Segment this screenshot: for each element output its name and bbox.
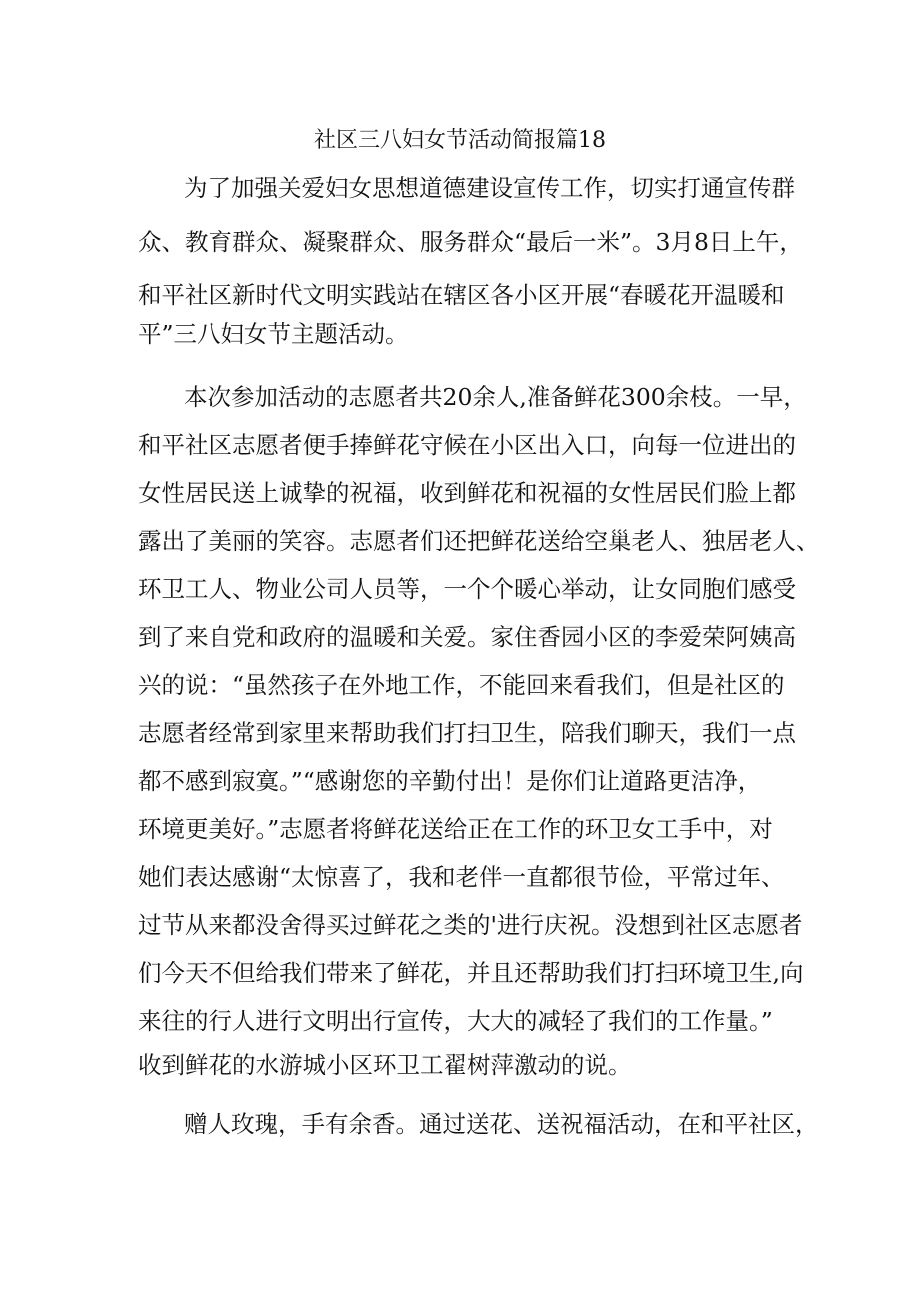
paragraph-line: 来往的行人进行文明出行宣传，大大的减轻了我们的工作量。” (138, 1007, 773, 1035)
paragraph-line: 和平社区志愿者便手捧鲜花守候在小区出入口，向每一位进出的 (138, 431, 796, 459)
paragraph-line: 们今天不但给我们带来了鲜花，并且还帮助我们打扫环境卫生,向 (138, 959, 804, 987)
paragraph-line: 到了来自党和政府的温暖和关爱。家住香园小区的李爱荣阿姨高 (138, 623, 796, 651)
paragraph-line: 收到鲜花的水游城小区环卫工翟树萍激动的说。 (138, 1051, 632, 1079)
paragraph-line: 她们表达感谢“太惊喜了，我和老伴一直都很节俭，平常过年、 (138, 863, 785, 891)
paragraph-line: 为了加强关爱妇女思想道德建设宣传工作，切实打通宣传群 (184, 174, 795, 202)
document-title: 社区三八妇女节活动简报篇18 (314, 128, 606, 153)
paragraph-line: 过节从来都没舍得买过鲜花之类的'进行庆祝。没想到社区志愿者 (138, 911, 803, 939)
paragraph-line: 本次参加活动的志愿者共20余人,准备鲜花300余枝。一早， (184, 383, 807, 411)
paragraph-line: 众、教育群众、凝聚群众、服务群众“最后一米”。3月8日上午， (138, 228, 803, 256)
paragraph-line: 平”三八妇女节主题活动。 (138, 320, 409, 348)
paragraph-line: 环卫工人、物业公司人员等，一个个暖心举动，让女同胞们感受 (138, 575, 796, 603)
paragraph-line: 兴的说：“虽然孩子在外地工作，不能回来看我们，但是社区的 (138, 671, 785, 699)
paragraph-line: 环境更美好。”志愿者将鲜花送给正在工作的环卫女工手中，对 (138, 815, 773, 843)
paragraph-line: 和平社区新时代文明实践站在辖区各小区开展“春暖花开温暖和 (138, 281, 785, 309)
paragraph-line: 女性居民送上诚挚的祝福，收到鲜花和祝福的女性居民们脸上都 (138, 479, 796, 507)
paragraph-line: 露出了美丽的笑容。志愿者们还把鲜花送给空巢老人、独居老人、 (138, 527, 820, 555)
paragraph-line: 志愿者经常到家里来帮助我们打扫卫生，陪我们聊天，我们一点 (138, 719, 796, 747)
paragraph-line: 赠人玫瑰，手有余香。通过送花、送祝福活动，在和平社区， (184, 1110, 819, 1138)
paragraph-line: 都不感到寂寞。”“感谢您的辛勤付出！是你们让道路更洁净， (138, 767, 762, 795)
